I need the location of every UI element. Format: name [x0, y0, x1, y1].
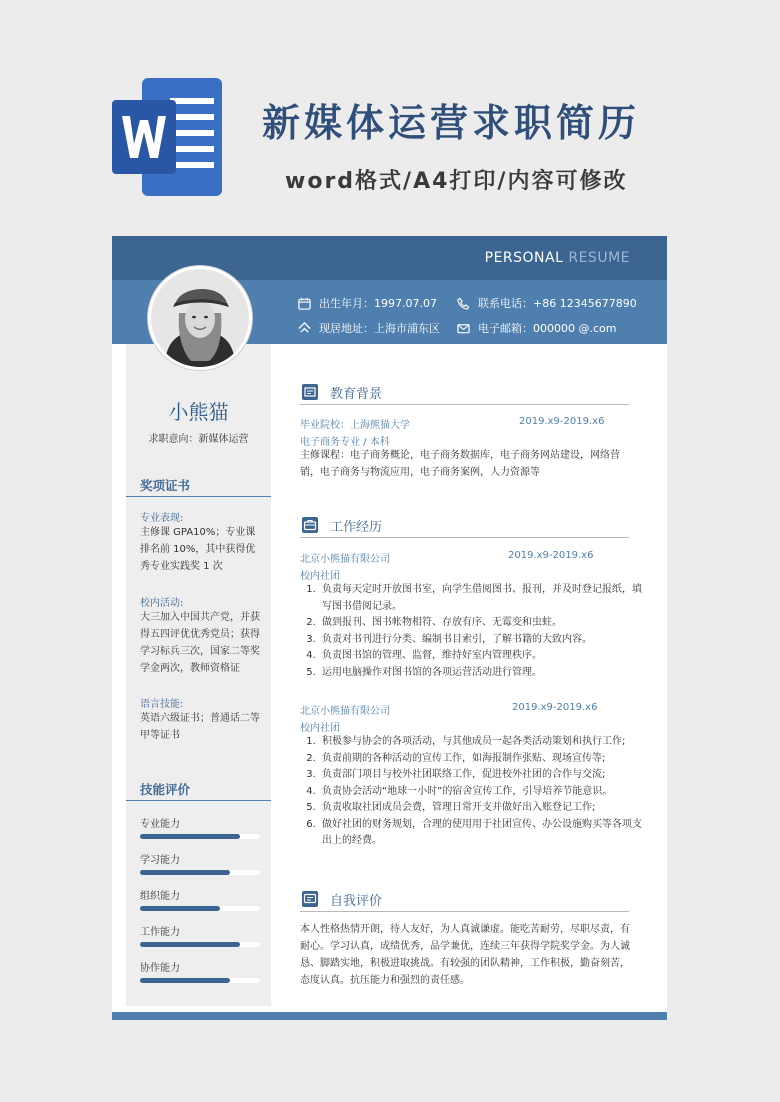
- graduation-icon: [302, 384, 318, 400]
- skill-bar-fill: [140, 942, 240, 947]
- email-item: [457, 320, 616, 336]
- phone-icon: [457, 297, 470, 310]
- portrait-image: [151, 269, 249, 367]
- skill-bar: [140, 906, 260, 911]
- mail-icon: [457, 322, 470, 335]
- job-dept: 校内社团: [300, 571, 340, 582]
- location-icon: [298, 322, 311, 335]
- major-performance-text: 主修课 GPA10%；专业课排名前 10%，其中获得优秀专业实践奖 1 次: [140, 527, 256, 572]
- duty-item: 5. 运用电脑操作对图书馆的各项运营活动进行管理。: [319, 665, 651, 682]
- awards-heading: 奖项证书: [140, 478, 191, 493]
- briefcase-icon: [302, 517, 318, 533]
- skill-bar-fill: [140, 906, 220, 911]
- comment-icon: [302, 891, 318, 907]
- awards-divider: [126, 496, 271, 497]
- skill-label: 学习能力: [140, 855, 180, 866]
- address-text: 现居地址：上海市浦东区: [319, 322, 440, 335]
- language-skill-label: 语言技能:: [140, 699, 184, 710]
- skills-divider: [126, 800, 271, 801]
- education-heading: 教育背景: [330, 387, 383, 402]
- skill-bar: [140, 978, 260, 983]
- email-text: 电子邮箱：000000 @.com: [478, 322, 617, 335]
- sidebar: [126, 344, 271, 1006]
- duty-item: 4. 负责图书馆的管理、监督，维持好室内管理秩序。: [319, 648, 651, 665]
- job-company: 北京小熊猫有限公司: [300, 706, 390, 717]
- job-duties: [300, 582, 651, 681]
- campus-activity-label: 校内活动:: [140, 598, 184, 609]
- word-logo-icon: [112, 78, 222, 196]
- skill-label: 专业能力: [140, 819, 180, 830]
- duty-item: 3. 负责对书刊进行分类、编制书目索引，了解书籍的大致内容。: [319, 632, 651, 649]
- skills-heading: 技能评价: [140, 782, 191, 797]
- skill-bar: [140, 870, 260, 875]
- skill-bar-fill: [140, 834, 240, 839]
- duty-item: 4. 负责协会活动“地球一小时”的宿舍宣传工作，引导培养节能意识。: [319, 784, 651, 801]
- duty-item: 6. 做好社团的财务规划，合理的使用用于社团宣传、办公设施购买等各项支出上的经费。: [319, 817, 651, 850]
- avatar: [148, 266, 252, 370]
- campus-activity-text: 大三加入中国共产党，并获得五四评优优秀党员；获得学习标兵三次，国家二等奖学金两次，教师资格证: [140, 612, 260, 674]
- education-courses: 主修课程：电子商务概论，电子商务数据库，电子商务网站建设，网络营销，电子商务与物流应用，电子商务案例，人力资源等: [300, 450, 620, 478]
- job-company: 北京小熊猫有限公司: [300, 554, 390, 565]
- education-period: 2019.x9-2019.x6: [519, 416, 605, 427]
- work-divider: [300, 537, 629, 538]
- duty-item: 2. 负责前期的各种活动的宣传工作，如海报制作张贴、现场宣传等;: [319, 751, 651, 768]
- skill-label: 工作能力: [140, 927, 180, 938]
- banner-title: 新媒体运营求职简历: [262, 101, 641, 145]
- duty-item: 3. 负责部门项目与校外社团联络工作，促进校外社团的合作与交流;: [319, 767, 651, 784]
- self-eval-heading: 自我评价: [330, 894, 383, 909]
- personal-resume-heading: [485, 250, 630, 266]
- phone-text: 联系电话：+86 12345677890: [478, 297, 637, 310]
- job-period: 2019.x9-2019.x6: [512, 702, 598, 713]
- footer-bar: [112, 1012, 667, 1020]
- major-performance-label: 专业表现:: [140, 513, 184, 524]
- calendar-icon: [298, 297, 311, 310]
- skill-bar: [140, 942, 260, 947]
- self-eval-divider: [300, 911, 629, 912]
- job-intent: 求职意向：新媒体运营: [148, 434, 249, 445]
- duty-item: 1. 积极参与协会的各项活动，与其他成员一起各类活动策划和执行工作;: [319, 734, 651, 751]
- skill-bar-fill: [140, 978, 230, 983]
- education-major: 电子商务专业 / 本科: [300, 437, 390, 448]
- job-dept: 校内社团: [300, 723, 340, 734]
- duty-item: 1. 负责每天定时开放图书室，向学生借阅图书、报刊，并及时登记报纸，填写图书借阅记录。: [319, 582, 651, 615]
- birth-item: [298, 295, 437, 311]
- self-eval-text: 本人性格热情开朗，待人友好，为人真诚谦虚。能吃苦耐劳，尽职尽责，有耐心。学习认真，成绩优秀，品学兼优，连续三年获得学院奖学金。为人诚恳、脚踏实地，积极进取挑战。有较强的团队精神，工作积极，勤奋刻苦，态度认真。抗压能力和强烈的责任感。: [300, 924, 630, 986]
- skill-label: 协作能力: [140, 963, 180, 974]
- job-duties: [300, 734, 651, 850]
- candidate-name: 小熊猫: [168, 400, 229, 424]
- education-school: 毕业院校：上海熊猫大学: [300, 420, 410, 431]
- job-period: 2019.x9-2019.x6: [508, 550, 594, 561]
- personal-label: PERSONAL: [484, 250, 564, 266]
- banner-subtitle: word格式/A4打印/内容可修改: [285, 169, 628, 194]
- duty-item: 2. 做到报刊、图书帐物相符、存放有序、无霉变和虫蛀。: [319, 615, 651, 632]
- education-divider: [300, 404, 629, 405]
- duty-item: 5. 负责收取社团成员会费，管理日常开支并做好出入账登记工作;: [319, 800, 651, 817]
- address-item: [298, 320, 440, 336]
- resume-label: RESUME: [568, 250, 630, 266]
- birth-text: 出生年月：1997.07.07: [319, 297, 437, 310]
- skill-bar: [140, 834, 260, 839]
- work-heading: 工作经历: [330, 520, 383, 535]
- phone-item: [457, 295, 637, 311]
- skill-label: 组织能力: [140, 891, 180, 902]
- resume-page: [112, 236, 667, 1020]
- language-skill-text: 英语六级证书；普通话二等甲等证书: [140, 713, 260, 741]
- skill-bar-fill: [140, 870, 230, 875]
